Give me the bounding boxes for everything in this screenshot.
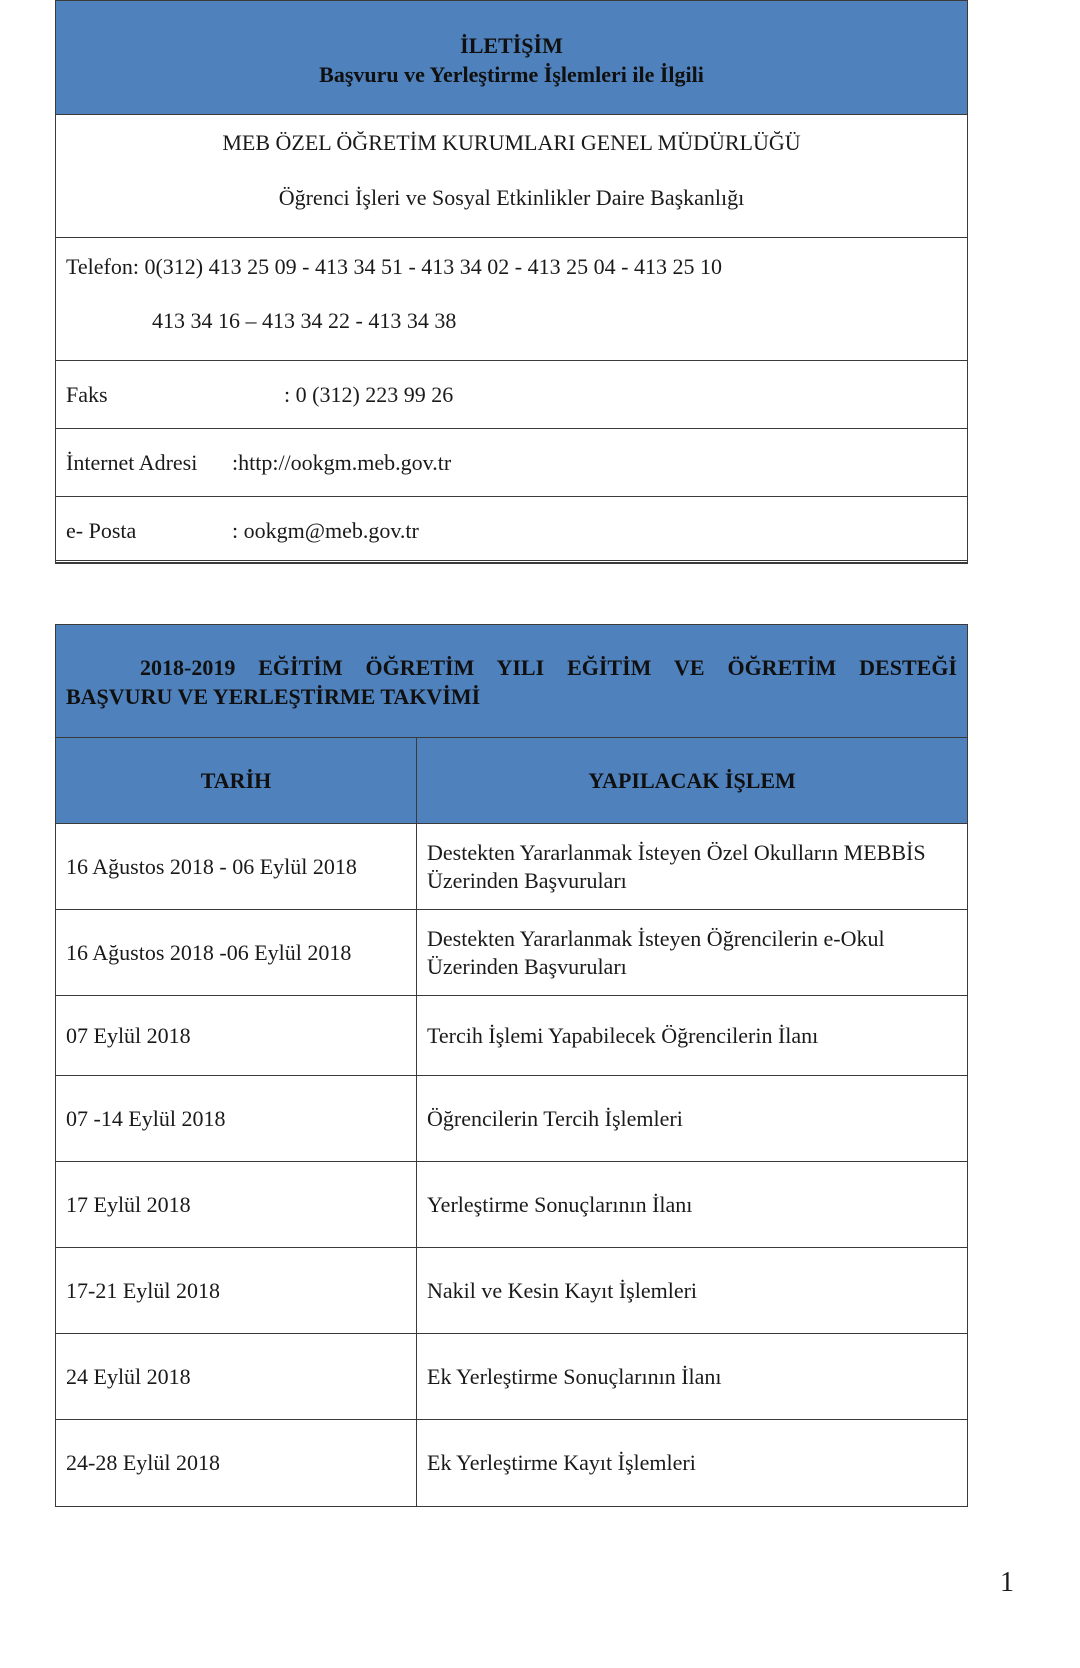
phone-line-2: 413 34 16 – 413 34 22 - 413 34 38 (152, 308, 457, 333)
contact-subtitle: Başvuru ve Yerleştirme İşlemleri ile İlgili (319, 62, 704, 87)
table-row (56, 996, 967, 1076)
department-name: Öğrenci İşleri ve Sosyal Etkinlikler Daire Başkanlığı (278, 185, 745, 210)
date-cell: 24 Eylül 2018 (56, 1334, 417, 1419)
date-cell: 07 -14 Eylül 2018 (56, 1076, 417, 1161)
schedule-column-headers (56, 738, 967, 824)
fax-row (56, 361, 967, 429)
action-cell: Ek Yerleştirme Sonuçlarının İlanı (427, 1363, 722, 1389)
web-label: İnternet Adresi (66, 450, 198, 475)
table-row (56, 1162, 967, 1248)
action-cell: Ek Yerleştirme Kayıt İşlemleri (427, 1450, 696, 1475)
action-cell: Nakil ve Kesin Kayıt İşlemleri (427, 1277, 698, 1303)
date-cell: 07 Eylül 2018 (56, 996, 417, 1075)
table-row (56, 1420, 967, 1506)
date-cell: 24-28 Eylül 2018 (56, 1420, 417, 1506)
contact-table (55, 0, 968, 564)
fax-label: Faks (66, 382, 108, 407)
email-link[interactable]: : ookgm@meb.gov.tr (232, 518, 419, 543)
page-number: 1 (1000, 1567, 1014, 1598)
web-row (56, 429, 967, 497)
column-header-date: TARİH (56, 738, 417, 823)
schedule-header (56, 625, 967, 738)
table-row (56, 1076, 967, 1162)
date-cell: 17-21 Eylül 2018 (56, 1248, 417, 1333)
table-row (56, 1248, 967, 1334)
action-cell: Yerleştirme Sonuçlarının İlanı (427, 1191, 693, 1217)
schedule-title-line-2: BAŞVURU VE YERLEŞTİRME TAKVİMİ (66, 684, 481, 709)
contact-header (56, 1, 967, 115)
schedule-title-line-1: 2018-2019 EĞİTİM ÖĞRETİM YILI EĞİTİM VE ÖĞRETİM DESTEĞİ (140, 655, 957, 680)
email-label: e- Posta (66, 518, 137, 543)
fax-value: : 0 (312) 223 99 26 (284, 382, 454, 407)
action-cell: Tercih İşlemi Yapabilecek Öğrencilerin İlanı (427, 1022, 819, 1048)
phone-line-1: Telefon: 0(312) 413 25 09 - 413 34 51 - 413 34 02 - 413 25 04 - 413 25 10 (66, 254, 722, 279)
date-cell: 17 Eylül 2018 (56, 1162, 417, 1247)
action-cell: Öğrencilerin Tercih İşlemleri (427, 1105, 683, 1131)
contact-title: İLETİŞİM (460, 33, 563, 58)
email-row (56, 497, 967, 563)
column-header-action: YAPILACAK İŞLEM (588, 767, 796, 793)
organization-name: MEB ÖZEL ÖĞRETİM KURUMLARI GENEL MÜDÜRLÜĞÜ (222, 130, 801, 155)
web-link[interactable]: :http://ookgm.meb.gov.tr (232, 450, 452, 475)
phone-row (56, 238, 967, 361)
schedule-table (55, 624, 968, 1507)
action-cell: Destekten Yararlanmak İsteyen Özel Okulların MEBBİS Üzerinden Başvuruları (427, 839, 926, 893)
table-row (56, 824, 967, 910)
table-row (56, 910, 967, 996)
date-cell: 16 Ağustos 2018 - 06 Eylül 2018 (56, 824, 417, 909)
action-cell: Destekten Yararlanmak İsteyen Öğrencilerin e-Okul Üzerinden Başvuruları (427, 925, 885, 979)
table-row (56, 1334, 967, 1420)
date-cell: 16 Ağustos 2018 -06 Eylül 2018 (56, 910, 417, 995)
organization-row (56, 115, 967, 238)
